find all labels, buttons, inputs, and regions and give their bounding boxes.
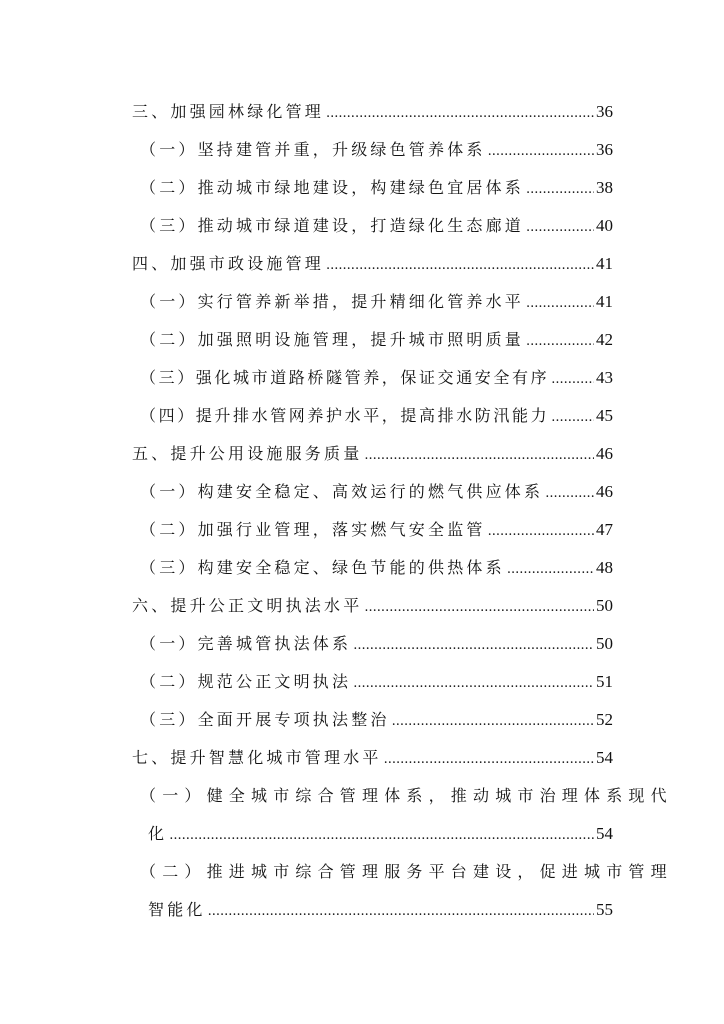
toc-page-number: 45: [596, 406, 613, 425]
toc-entry-subsection[interactable]: [0, 548, 724, 586]
toc-line: [140, 206, 613, 236]
toc-line: [140, 472, 613, 502]
toc-entry-title: 四、加强市政设施管理: [132, 254, 325, 273]
dot-leader: [526, 182, 594, 198]
toc-line: [140, 320, 613, 350]
dot-leader: [326, 258, 594, 274]
toc-page-number: 36: [596, 102, 613, 121]
toc-page-number: 50: [596, 596, 613, 615]
toc-entry-subsection[interactable]: [0, 396, 724, 434]
dot-leader: [353, 638, 594, 654]
toc-page-number: 54: [596, 748, 613, 767]
dot-leader: [392, 714, 594, 730]
toc-entry-subsection-wrapped[interactable]: [0, 776, 724, 852]
toc-entry-title: （三）全面开展专项执法整治: [140, 710, 390, 729]
toc-line: [140, 168, 613, 198]
toc-entry-subsection[interactable]: [0, 206, 724, 244]
toc-entry-subsection[interactable]: [0, 168, 724, 206]
toc-entry-title: （二）推进城市综合管理服务平台建设，促进城市管理: [140, 862, 673, 881]
toc-entry-title-continued: 智能化: [148, 900, 206, 919]
toc-page-number: 52: [596, 710, 613, 729]
toc-line: [132, 92, 613, 122]
toc-entry-title: （二）加强照明设施管理，提升城市照明质量: [140, 330, 525, 349]
toc-page-number: 54: [596, 824, 613, 843]
toc-line: [140, 700, 613, 730]
toc-page-number: 46: [596, 444, 613, 463]
toc-entry-section-7[interactable]: [0, 738, 724, 776]
toc-entry-title: 六、提升公正文明执法水平: [132, 596, 363, 615]
dot-leader: [551, 372, 594, 388]
toc-page-number: 50: [596, 634, 613, 653]
dot-leader: [488, 524, 594, 540]
toc-entry-title: （三）推动城市绿道建设，打造绿化生态廊道: [140, 216, 525, 235]
toc-entry-title: （二）规范公正文明执法: [140, 672, 352, 691]
toc-entry-title: （四）提升排水管网养护水平，提高排水防汛能力: [140, 406, 550, 425]
toc-entry-title: （二）加强行业管理，落实燃气安全监管: [140, 520, 486, 539]
toc-entry-subsection[interactable]: [0, 472, 724, 510]
toc-entry-section-4[interactable]: [0, 244, 724, 282]
toc-entry-subsection[interactable]: [0, 700, 724, 738]
dot-leader: [545, 486, 594, 502]
toc-line: [140, 852, 673, 882]
toc-line: [132, 434, 613, 464]
toc-entry-subsection[interactable]: [0, 130, 724, 168]
toc-entry-subsection[interactable]: [0, 320, 724, 358]
toc-line: [140, 624, 613, 654]
toc-entry-subsection-wrapped[interactable]: [0, 852, 724, 928]
dot-leader: [488, 144, 594, 160]
dot-leader: [364, 600, 594, 616]
toc-line: [140, 396, 613, 426]
dot-leader: [208, 904, 594, 920]
toc-page-number: 36: [596, 140, 613, 159]
toc-line: [132, 738, 613, 768]
dot-leader: [526, 334, 594, 350]
toc-entry-subsection[interactable]: [0, 624, 724, 662]
toc-entry-subsection[interactable]: [0, 358, 724, 396]
toc-entry-subsection[interactable]: [0, 510, 724, 548]
dot-leader: [384, 752, 594, 768]
toc-page-number: 41: [596, 254, 613, 273]
toc-line: [140, 776, 673, 806]
toc-page-number: 43: [596, 368, 613, 387]
toc-line: [140, 358, 613, 388]
toc-entry-title: （一）坚持建管并重，升级绿色管养体系: [140, 140, 486, 159]
toc-line: [140, 510, 613, 540]
dot-leader: [526, 296, 594, 312]
dot-leader: [507, 562, 594, 578]
toc-page-number: 48: [596, 558, 613, 577]
toc-line: [132, 586, 613, 616]
toc-line: [140, 548, 613, 578]
toc-page-number: 46: [596, 482, 613, 501]
toc-entry-subsection[interactable]: [0, 662, 724, 700]
dot-leader: [326, 106, 594, 122]
toc-entry-title: 三、加强园林绿化管理: [132, 102, 325, 121]
toc-entry-title: 五、提升公用设施服务质量: [132, 444, 363, 463]
toc-entry-section-6[interactable]: [0, 586, 724, 624]
toc-entry-title: （三）构建安全稳定、绿色节能的供热体系: [140, 558, 505, 577]
toc-entry-title: （一）实行管养新举措，提升精细化管养水平: [140, 292, 525, 311]
toc-entry-title: （一）完善城管执法体系: [140, 634, 352, 653]
toc-line: [140, 130, 613, 160]
toc-entry-title: （一）健全城市综合管理体系，推动城市治理体系现代: [140, 786, 673, 805]
toc-entry-title-continued: 化: [148, 824, 168, 843]
toc-line: [140, 282, 613, 312]
dot-leader: [169, 828, 594, 844]
toc-page-number: 51: [596, 672, 613, 691]
toc-entry-title: （二）推动城市绿地建设，构建绿色宜居体系: [140, 178, 525, 197]
toc-line: [140, 662, 613, 692]
toc-page-number: 47: [596, 520, 613, 539]
toc-entry-section-5[interactable]: [0, 434, 724, 472]
toc-page-number: 41: [596, 292, 613, 311]
toc-entry-title: （三）强化城市道路桥隧管养，保证交通安全有序: [140, 368, 550, 387]
toc-entry-title: （一）构建安全稳定、高效运行的燃气供应体系: [140, 482, 544, 501]
toc-line: [132, 244, 613, 274]
toc-page-number: 38: [596, 178, 613, 197]
dot-leader: [551, 410, 594, 426]
dot-leader: [526, 220, 594, 236]
toc-page-number: 55: [596, 900, 613, 919]
toc-page-number: 40: [596, 216, 613, 235]
toc-line-continuation: [148, 814, 613, 844]
toc-page-number: 42: [596, 330, 613, 349]
dot-leader: [364, 448, 594, 464]
toc-entry-title: 七、提升智慧化城市管理水平: [132, 748, 382, 767]
toc-entry-subsection[interactable]: [0, 282, 724, 320]
dot-leader: [353, 676, 594, 692]
toc-line-continuation: [148, 890, 613, 920]
toc-entry-section-3[interactable]: [0, 92, 724, 130]
